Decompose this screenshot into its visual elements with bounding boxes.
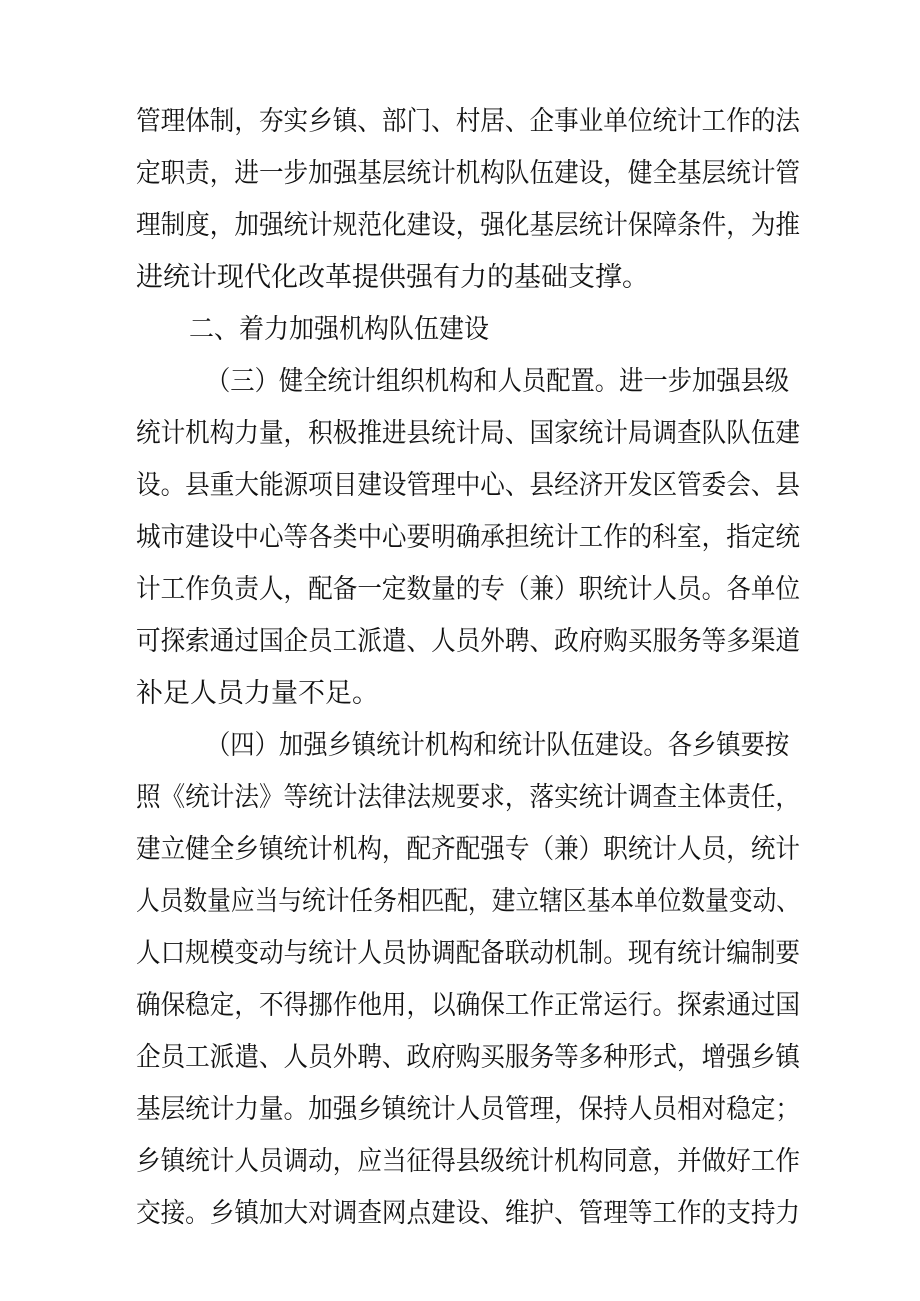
- item4-line-4: 人员数量应当与统计任务相匹配，建立辖区基本单位数量变动、: [136, 886, 800, 917]
- item4-line-3: 建立健全乡镇统计机构，配齐配强专（兼）职统计人员，统计: [136, 834, 800, 865]
- item3-line-3: 设。县重大能源项目建设管理中心、县经济开发区管委会、县: [136, 470, 800, 501]
- item4-line-9: 乡镇统计人员调动，应当征得县级统计机构同意，并做好工作: [136, 1146, 800, 1177]
- intro-line-3: 理制度，加强统计规范化建设，强化基层统计保障条件，为推: [136, 210, 800, 241]
- item3-line-1: （三）健全统计组织机构和人员配置。进一步加强县级: [206, 366, 790, 397]
- section-heading: 二、着力加强机构队伍建设: [189, 314, 489, 345]
- item4-line-7: 企员工派遣、人员外聘、政府购买服务等多种形式，增强乡镇: [136, 1042, 800, 1073]
- item4-line-8: 基层统计力量。加强乡镇统计人员管理，保持人员相对稳定；: [136, 1094, 800, 1125]
- item3-line-6: 可探索通过国企员工派遣、人员外聘、政府购买服务等多渠道: [136, 626, 800, 657]
- intro-line-4: 进统计现代化改革提供强有力的基础支撑。: [136, 262, 649, 293]
- item4-line-1: （四）加强乡镇统计机构和统计队伍建设。各乡镇要按: [206, 730, 790, 761]
- item4-line-6: 确保稳定，不得挪作他用，以确保工作正常运行。探索通过国: [136, 990, 800, 1021]
- item3-line-4: 城市建设中心等各类中心要明确承担统计工作的科室，指定统: [136, 522, 800, 553]
- intro-line-1: 管理体制，夯实乡镇、部门、村居、企事业单位统计工作的法: [136, 106, 800, 137]
- item3-line-7: 补足人员力量不足。: [136, 678, 379, 709]
- item4-line-2: 照《统计法》等统计法律法规要求，落实统计调查主体责任，: [136, 782, 800, 813]
- item3-line-2: 统计机构力量，积极推进县统计局、国家统计局调查队队伍建: [136, 418, 800, 449]
- intro-line-2: 定职责，进一步加强基层统计机构队伍建设，健全基层统计管: [136, 158, 800, 189]
- item4-line-5: 人口规模变动与统计人员协调配备联动机制。现有统计编制要: [136, 938, 800, 969]
- item4-line-10: 交接。乡镇加大对调查网点建设、维护、管理等工作的支持力: [136, 1198, 800, 1229]
- item3-line-5: 计工作负责人，配备一定数量的专（兼）职统计人员。各单位: [136, 574, 800, 605]
